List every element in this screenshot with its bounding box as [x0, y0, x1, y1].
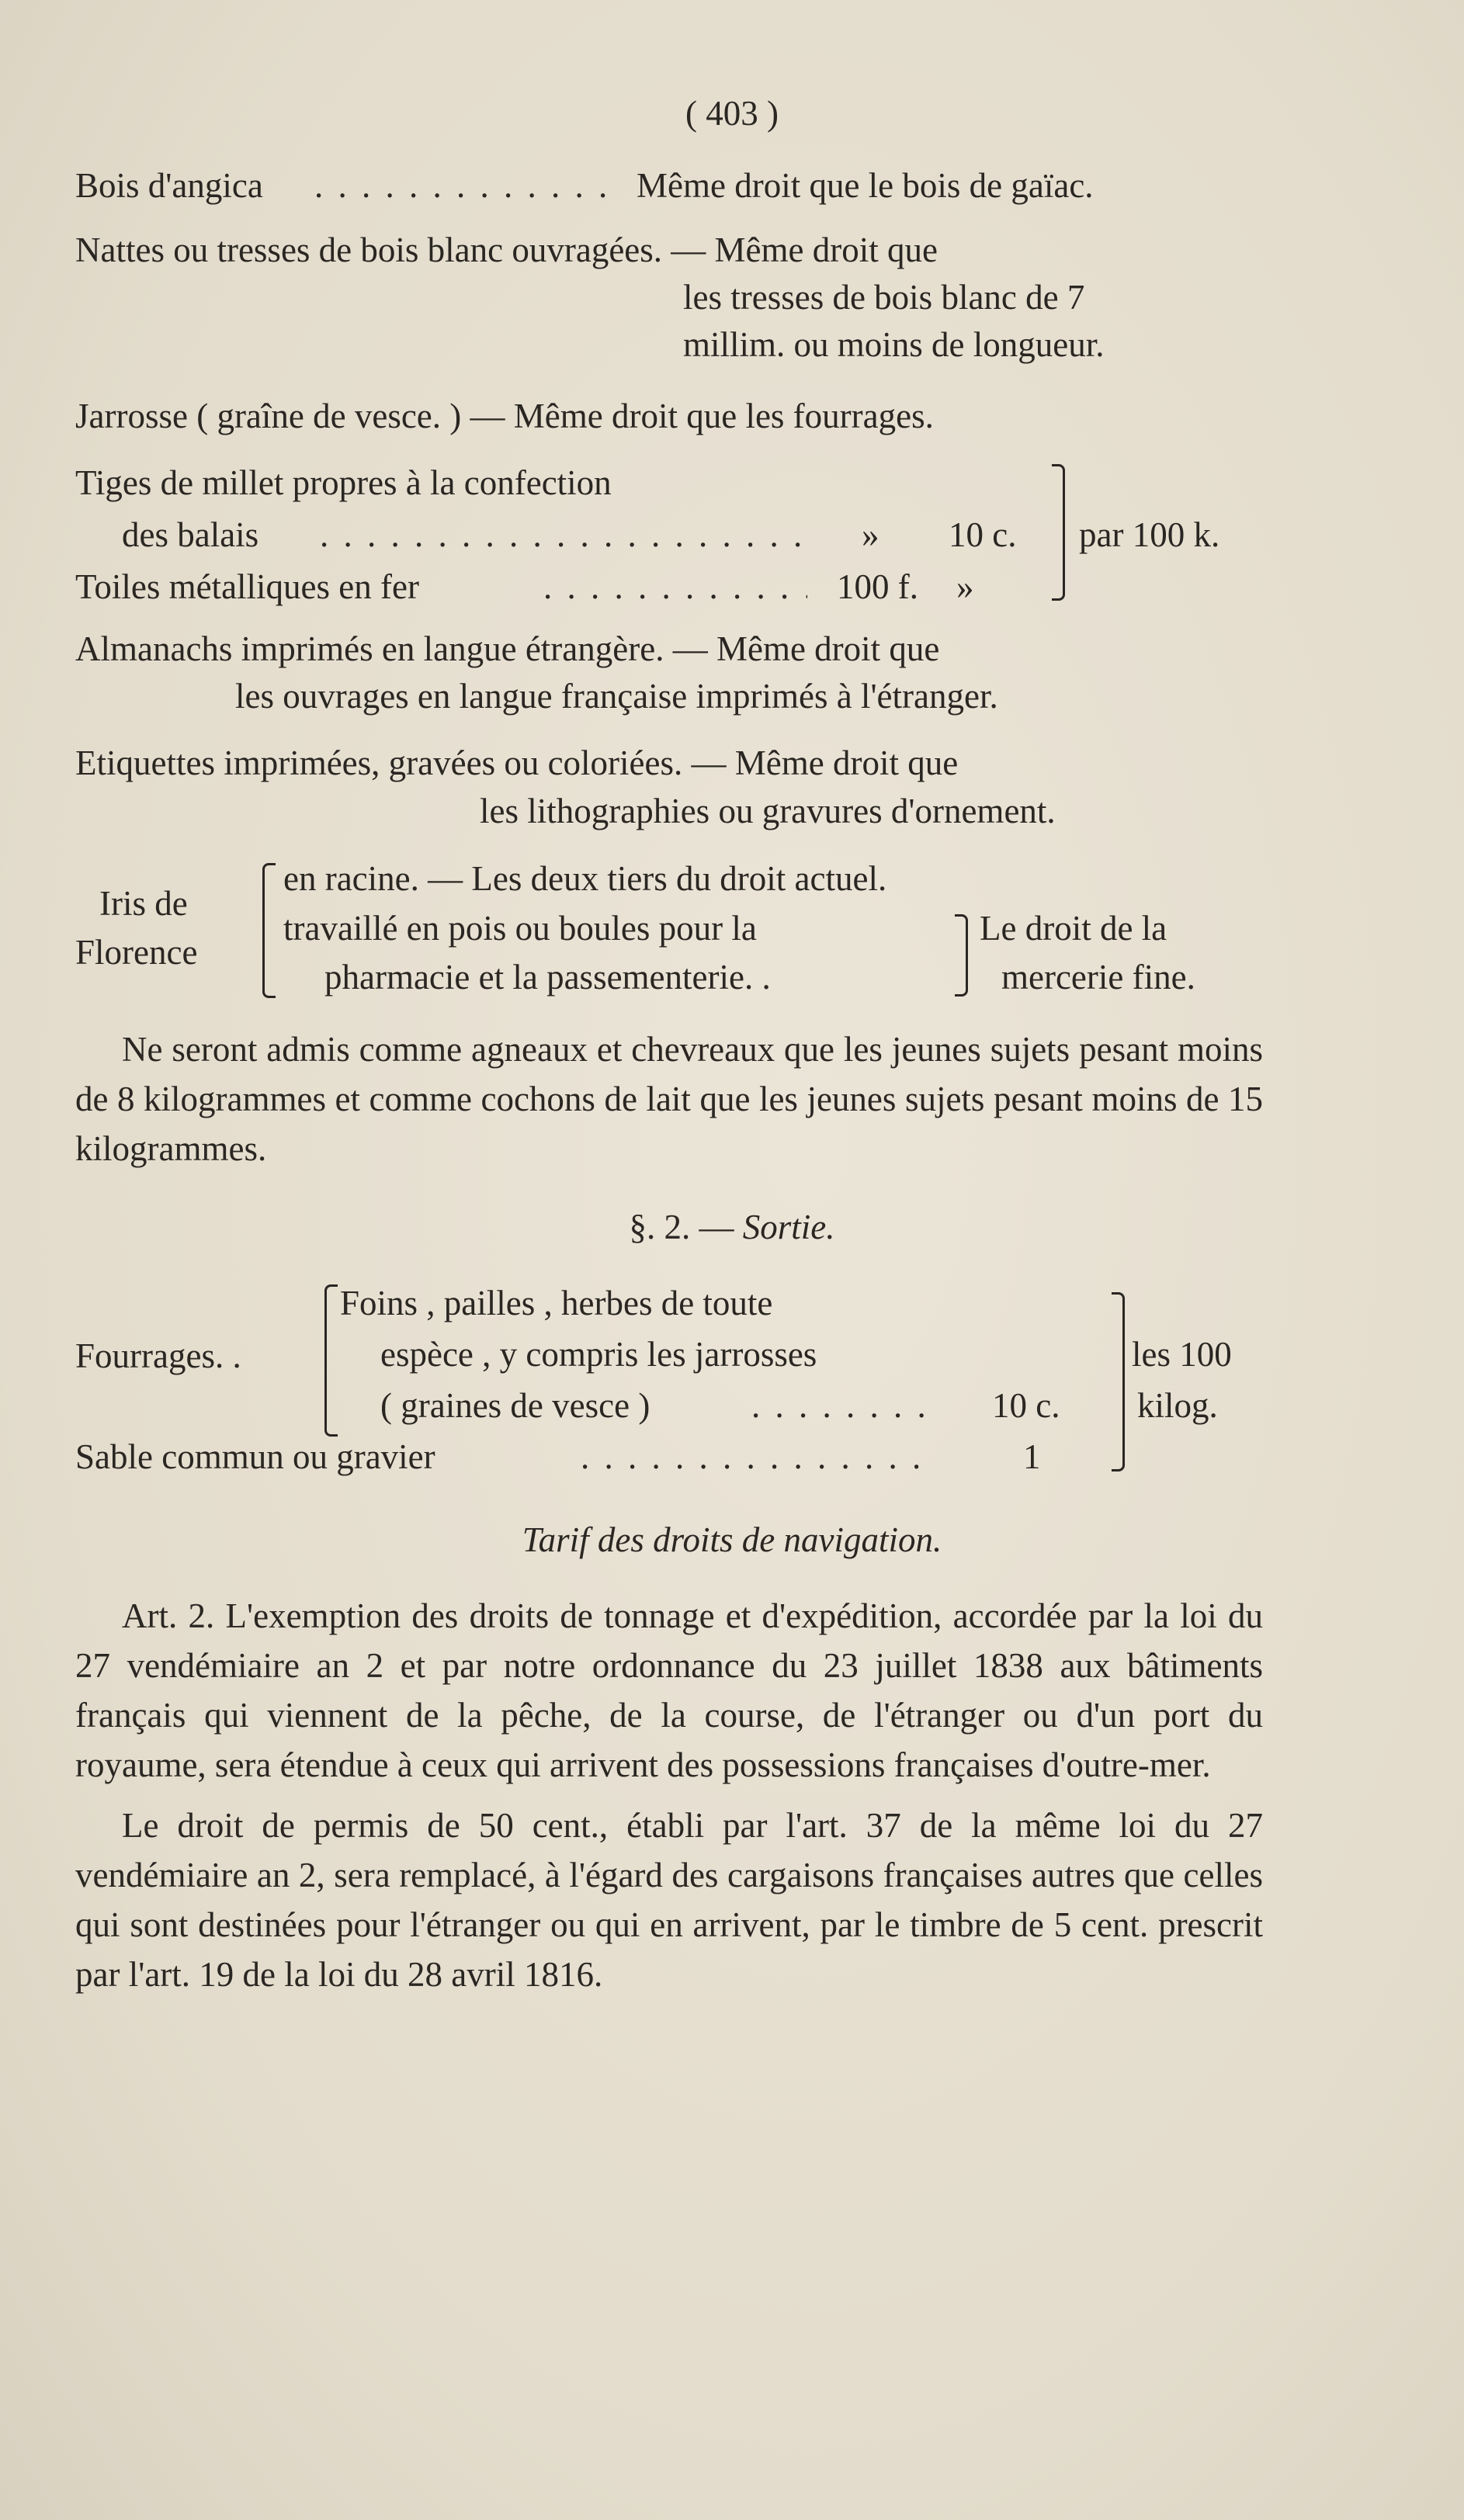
heading-italic: Sortie.: [742, 1208, 835, 1246]
tiges-quote: »: [862, 515, 879, 554]
sable-value: 1: [1023, 1437, 1041, 1476]
nattes-line2: les tresses de bois blanc de 7: [683, 278, 1085, 317]
sable-line: Sable commun ou gravier: [75, 1437, 435, 1476]
right-brace: [955, 914, 968, 997]
left-brace: [262, 863, 276, 998]
iris-label1: Iris de: [99, 884, 188, 923]
foins-value: 10 c.: [992, 1386, 1060, 1425]
etiquettes-line1: Etiquettes imprimées, gravées ou coloriées. — Même droit que: [75, 744, 959, 782]
iris-racine: en racine. — Les deux tiers du droit actuel.: [283, 859, 887, 898]
navigation-body: [75, 1591, 1263, 1999]
unit-line2: kilog.: [1137, 1386, 1218, 1425]
permis-paragraph: Le droit de permis de 50 cent., établi par l'art. 37 de la même loi du 27 vendémiaire an 2, sera remplacé, à l'égard des cargaisons françaises autres que celles qui sont destinées pour l'étranger ou qui en arrivent, par le timbre de 5 cent. prescrit par l'art. 19 de la loi du 28 avril 1816.: [75, 1806, 1263, 1994]
leader-dots: [581, 1434, 938, 1479]
iris-label2: Florence: [75, 933, 198, 972]
toiles-value: 100 f.: [837, 567, 918, 606]
foins-line1: Foins , pailles , herbes de toute: [340, 1284, 773, 1322]
section-heading-sortie: [0, 1205, 1464, 1250]
navigation-title: Tarif des droits de navigation.: [522, 1520, 942, 1559]
unit-line1: les 100: [1132, 1335, 1232, 1374]
nattes-line3: millim. ou moins de longueur.: [683, 325, 1105, 364]
left-brace: [324, 1284, 338, 1437]
leader-dots: [314, 163, 617, 208]
leader-dots: [320, 512, 801, 557]
toiles-quote: »: [956, 567, 974, 606]
etiquettes-line2: les lithographies ou gravures d'ornement.: [480, 792, 1056, 830]
leader-dots: [751, 1383, 938, 1428]
heading-prefix: §. 2. —: [629, 1208, 734, 1246]
iris-travaille2: pharmacie et la passementerie. .: [324, 958, 771, 997]
right-brace: [1112, 1292, 1125, 1471]
foins-line3: ( graines de vesce ): [380, 1386, 650, 1425]
tiges-line2: des balais: [122, 515, 259, 554]
agneaux-paragraph: [75, 1024, 1263, 1173]
fourrages-label: Fourrages. .: [75, 1336, 241, 1375]
angica-name: Bois d'angica: [75, 166, 263, 205]
iris-droit1: Le droit de la: [980, 909, 1167, 948]
jarrosse-line: Jarrosse ( graîne de vesce. ) — Même droit que les fourrages.: [75, 397, 934, 435]
angica-rule: Même droit que le bois de gaïac.: [637, 166, 1094, 205]
almanachs-line2: les ouvrages en langue française imprimés à l'étranger.: [235, 677, 998, 716]
toiles-name: Toiles métalliques en fer: [75, 567, 419, 606]
tiges-value: 10 c.: [949, 515, 1017, 554]
almanachs-line1: Almanachs imprimés en langue étrangère. — Même droit que: [75, 629, 940, 668]
page-number: ( 403 ): [685, 94, 779, 133]
foins-line2: espèce , y compris les jarrosses: [380, 1335, 817, 1374]
paragraph-text: Ne seront admis comme agneaux et chevreaux que les jeunes sujets pesant moins de 8 kilogrammes et comme cochons de lait que les jeunes sujets pesant moins de 15 kilogrammes.: [75, 1030, 1263, 1168]
tiges-unit: par 100 k.: [1079, 515, 1220, 554]
art2-paragraph: Art. 2. L'exemption des droits de tonnage et d'expédition, accordée par la loi du 27 vendémiaire an 2 et par notre ordonnance du 23 juillet 1838 aux bâtiments français qui viennent de la pêche, de la course, de l'étranger ou d'un port du royaume, sera étendue à ceux qui arrivent des possessions françaises d'outre-mer.: [75, 1596, 1263, 1784]
iris-travaille1: travaillé en pois ou boules pour la: [283, 909, 757, 948]
iris-droit2: mercerie fine.: [1001, 958, 1195, 997]
leader-dots: [543, 564, 807, 609]
right-brace: [1052, 464, 1065, 601]
tiges-line1: Tiges de millet propres à la confection: [75, 463, 612, 502]
nattes-line1: Nattes ou tresses de bois blanc ouvragées. — Même droit que: [75, 231, 938, 269]
